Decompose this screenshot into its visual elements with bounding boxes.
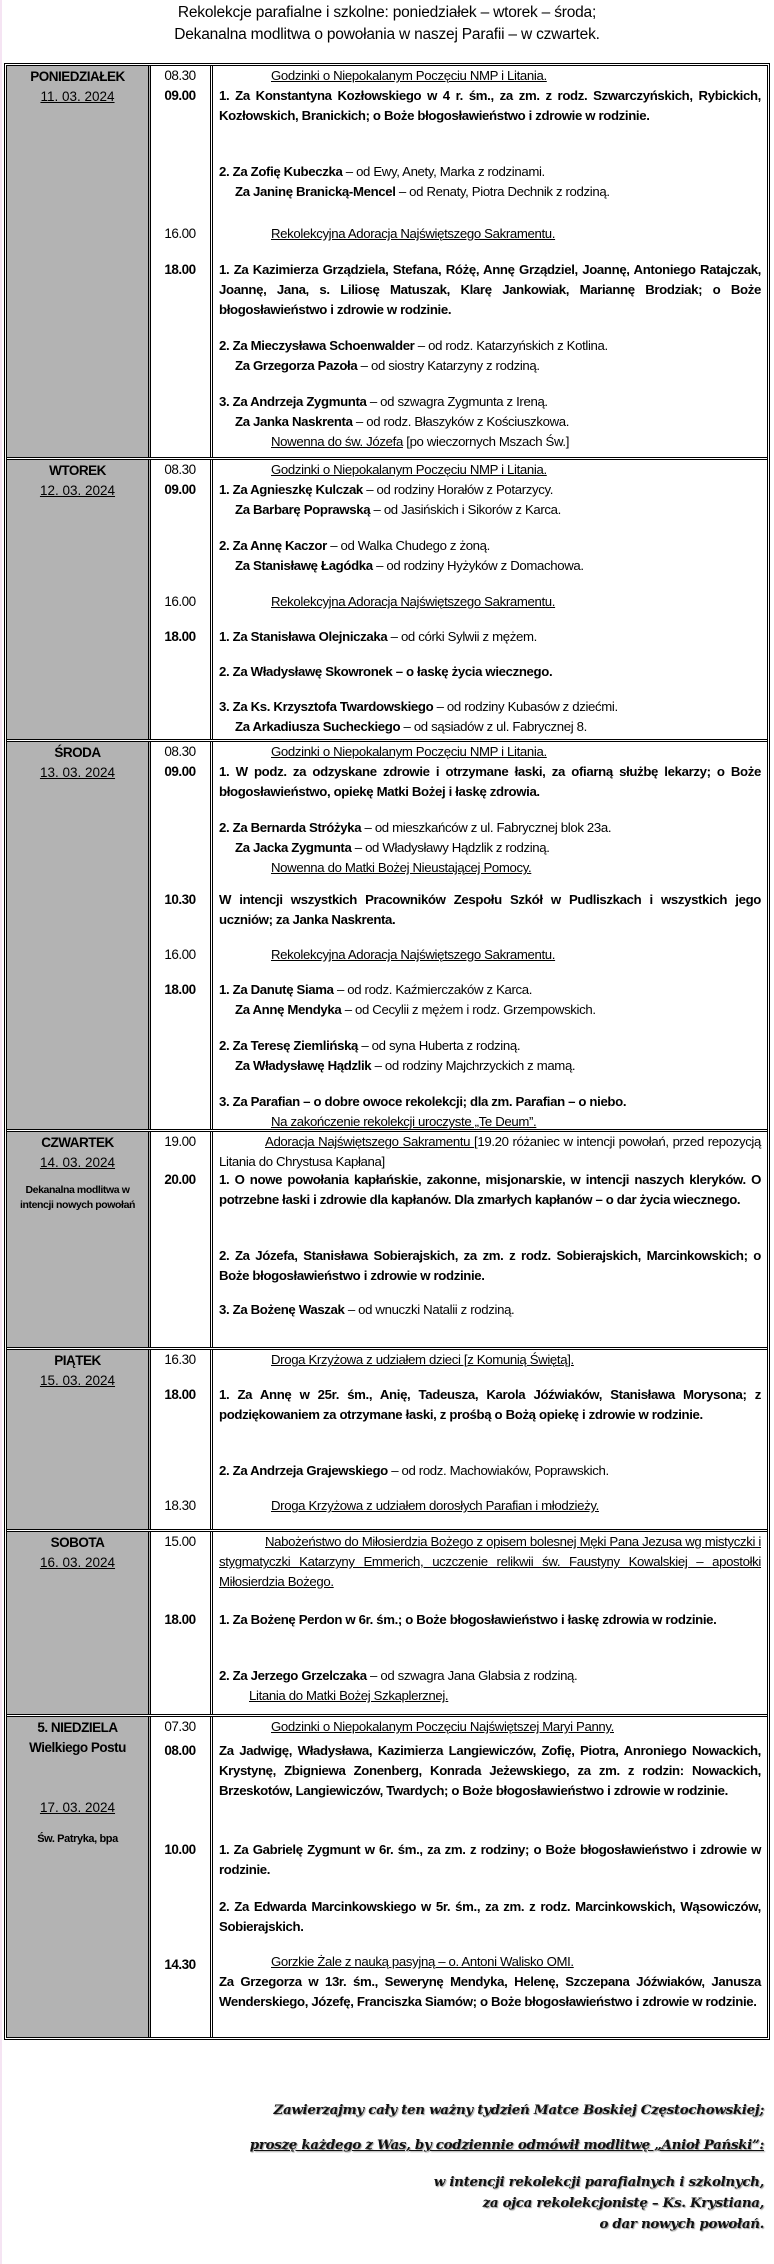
day-cell [7,1717,151,2037]
times-cell [151,1132,213,1347]
day-date: 12. 03. 2024 [39,483,116,498]
novena-note: Nowenna do Matki Bożej Nieustającej Pomocy. [271,860,532,875]
service-title: Rekolekcyjna Adoracja Najświętszego Sakramentu. [271,594,556,609]
service-title: Godzinki o Niepokalanym Poczęciu Najświętszej Maryi Panny. [271,1719,614,1734]
day-row-friday [7,1350,767,1532]
intention: 3. Za Ks. Krzysztofa Twardowskiego – od rodziny Kubasów z dziećmi. [219,699,618,714]
header-line-2: Dekanalna modlitwa o powołania w naszej Parafii – w czwartek. [174,26,600,43]
page-edge [0,0,2,2264]
mass-time: 07.30 [164,1719,196,1734]
intention: 3. Za Andrzeja Zygmunta – od szwagra Zygmunta z Ireną. [219,394,548,409]
day-date: 14. 03. 2024 [39,1155,116,1170]
footer-line-3: w intencji rekolekcji parafialnych i szkolnych, [433,2174,764,2190]
times-cell [151,1717,213,2037]
intentions-cell [213,66,767,457]
service-title: Rekolekcyjna Adoracja Najświętszego Sakramentu. [271,226,556,241]
day-row-saturday [7,1532,767,1717]
mass-time: 14.30 [164,1957,196,1972]
day-date: 11. 03. 2024 [40,89,115,104]
intention: 1. Za Danutę Siama – od rodz. Kaźmierczaków z Karca. [219,982,533,997]
footer-line-4: za ojca rekolekcjonistę – Ks. Krystiana, [482,2195,764,2211]
day-note: Św. Patryka, bpa [37,1833,118,1845]
novena-note: Nowenna do św. Józefa [po wieczornych Mszach Św.] [271,434,570,449]
day-cell [7,66,151,457]
day-cell [7,742,151,1129]
service-title: Godzinki o Niepokalanym Poczęciu NMP i Litania. [271,744,547,759]
intention: 2. Za Józefa, Stanisława Sobierajskich, za zm. z rodz. Sobierajskich, Marcinkowskich; o Boże błogosławieństwo i zdrowie w rodzinie. [219,1248,761,1283]
intention: Za Grzegorza Pazoła – od siostry Katarzyny z rodziną. [235,358,540,373]
day-note: Dekanalna modlitwa w intencji nowych powołań [19,1184,136,1211]
intention: Za Arkadiusza Sucheckiego – od sąsiadów z ul. Fabrycznej 8. [235,719,587,734]
mass-time: 08.30 [164,68,196,83]
intentions-cell [213,460,767,739]
intention: 1. W podz. za odzyskane zdrowie i otrzymane łaski, za ofiarną służbę lekarzy; o Boże błogosławieństwo, opiekę Matki Bożej i łaskę zdrowia. [219,764,761,799]
day-name: ŚRODA [54,745,101,760]
intention: 2. Za Edwarda Marcinkowskiego w 5r. śm., za zm. z rodz. Marcinkowskich, Wąsowiczów, Sobierajskich. [219,1899,761,1934]
day-date: 13. 03. 2024 [39,765,116,780]
litany-note: Litania do Matki Bożej Szkaplerznej. [249,1688,449,1703]
intention: 1. Za Annę w 25r. śm., Anię, Tadeusza, Karola Jóźwiaków, Stanisława Morysona; z podziękowaniem za otrzymane łaski, z prośbą o Bożą opiekę i zdrowie w rodzinie. [219,1387,761,1422]
times-cell [151,66,213,457]
intention: Za Grzegorza w 13r. śm., Sewerynę Mendyka, Helenę, Szczepana Jóźwiaków, Janusza Wenderskiego, Józefę, Franciszka Siamów; o Boże błogosławieństwo i zdrowie w rodzinie. [219,1974,761,2009]
mass-time: 08.30 [164,744,196,759]
intention: 1. O nowe powołania kapłańskie, zakonne, misjonarskie, w intencji naszych kleryków. O potrzebne łaski i zdrowie dla kapłanów. Dla zmarłych kapłanów – o dar życia wiecznego. [219,1172,761,1207]
footer-line-2: proszę każdego z Was, by codziennie odmówił modlitwę „Anioł Pański”: [249,2137,764,2153]
mass-time: 16.00 [164,226,196,241]
day-row-sunday [7,1717,767,2037]
mass-time: 18.00 [164,1387,196,1402]
intention: Za Władysławę Hądzlik – od rodziny Majchrzyckich z mamą. [235,1058,576,1073]
mass-time: 18.00 [164,262,196,277]
page-header [0,0,774,46]
day-name: WTOREK [49,463,106,478]
intention: 2. Za Jerzego Grzelczaka – od szwagra Jana Glabsia z rodziną. [219,1668,578,1683]
intention: 3. Za Bożenę Waszak – od wnuczki Natalii z rodziną. [219,1302,515,1317]
day-row-tuesday [7,460,767,742]
day-cell [7,1132,151,1347]
intention: W intencji wszystkich Pracowników Zespołu Szkół w Pudliszkach i wszystkich jego uczniów; za Janka Naskrenta. [219,892,761,927]
schedule-table [4,63,770,2040]
intention: 1. Za Konstantyna Kozłowskiego w 4 r. śm., za zm. z rodz. Szwarczyńskich, Rybickich, Kozłowskich, Branickich; o Boże błogosławieństwo i zdrowie w rodzinie. [219,88,761,123]
intention: Za Stanisławę Łagódka – od rodziny Hyżyków z Domachowa. [235,558,584,573]
mass-time: 16.00 [164,947,196,962]
adoration-note: Adoracja Najświętszego Sakramentu [19.20 różaniec w intencji powołań, przed repozycją Litania do Chrystusa Kapłana] [219,1134,761,1169]
intentions-cell [213,1132,767,1347]
intention: 2. Za Władysławę Skowronek – o łaskę życia wiecznego. [219,664,553,679]
intention: Za Barbarę Poprawską – od Jasińskich i Sikorów z Karca. [235,502,561,517]
intention: 2. Za Mieczysława Schoenwalder – od rodz. Katarzyńskich z Kotlina. [219,338,608,353]
intention: Za Jadwigę, Władysława, Kazimierza Langiewiczów, Zofię, Piotra, Anroniego Nowackich, Krystynę, Zbigniewa Zonenberg, Konrada Jeżewskiego, za zm. z rodzin: Nowackich, Brzeskotów, Langiewiczów, Twardych; o Boże błogosławieństwo i zdrowie w rodzinie. [219,1743,761,1798]
intentions-cell [213,1532,767,1714]
intention: 1. Za Agnieszkę Kulczak – od rodziny Horałów z Potarzycy. [219,482,554,497]
intention: 2. Za Annę Kaczor – od Walka Chudego z żoną. [219,538,490,553]
intention: Za Janka Naskrenta – od rodz. Błaszyków z Kościuszkowa. [235,414,570,429]
mass-time: 08.00 [164,1743,196,1758]
mass-time: 18.00 [164,1612,196,1627]
day-name: PIĄTEK [54,1353,101,1368]
mass-time: 18.00 [164,629,196,644]
mass-time: 18.00 [164,982,196,997]
intentions-cell [213,742,767,1129]
intention: 1. Za Bożenę Perdon w 6r. śm.; o Boże błogosławieństwo i łaskę zdrowia w rodzinie. [219,1612,717,1627]
service-title: Godzinki o Niepokalanym Poczęciu NMP i Litania. [271,462,547,477]
intention: 2. Za Zofię Kubeczka – od Ewy, Anety, Marka z rodzinami. [219,164,545,179]
day-row-thursday [7,1132,767,1350]
closing-note: Na zakończenie rekolekcji uroczyste „Te Deum”. [271,1114,537,1129]
day-date: 17. 03. 2024 [39,1800,116,1815]
day-name: CZWARTEK [41,1135,114,1150]
mass-time: 10.00 [164,1842,196,1857]
service-title: Gorzkie Żale z nauką pasyjną – o. Antoni Walisko OMI. [271,1954,574,1969]
day-row-monday [7,66,767,460]
mass-time: 09.00 [164,88,196,103]
intention: Za Jacka Zygmunta – od Władysławy Hądzlik z rodziną. [235,840,550,855]
footer-line-1: Zawierzajmy cały ten ważny tydzień Matce Boskiej Częstochowskiej; [273,2102,764,2118]
mass-time: 08.30 [164,462,196,477]
intention: 3. Za Parafian – o dobre owoce rekolekcji; dla zm. Parafian – o niebo. [219,1094,627,1109]
day-name: SOBOTA [50,1535,105,1550]
intention: Za Janinę Branicką-Mencel – od Renaty, Piotra Dechnik z rodziną. [235,184,610,199]
mass-time: 09.00 [164,764,196,779]
mass-time: 18.30 [164,1498,196,1513]
day-name-2: Wielkiego Postu [29,1740,126,1755]
day-cell [7,1532,151,1714]
service-title: Droga Krzyżowa z udziałem dzieci [z Komunią Świętą]. [271,1352,574,1367]
header-line-1: Rekolekcje parafialne i szkolne: poniedziałek – wtorek – środa; [177,4,597,21]
day-cell [7,460,151,739]
intention: 1. Za Kazimierza Grządziela, Stefana, Różę, Annę Grządziel, Joannę, Antoniego Ratajczak, Joannę, Jana, s. Liliosę Matuszak, Klarę Jankowiak, Mariannę Brodziak; o Boże błogosławieństwo i zdrowie w rodzinie. [219,262,761,317]
service-title: Droga Krzyżowa z udziałem dorosłych Parafian i młodzieży. [271,1498,599,1513]
day-row-wednesday [7,742,767,1132]
times-cell [151,1532,213,1714]
times-cell [151,742,213,1129]
service-title: Godzinki o Niepokalanym Poczęciu NMP i Litania. [271,68,547,83]
intention: 2. Za Andrzeja Grajewskiego – od rodz. Machowiaków, Poprawskich. [219,1463,609,1478]
intention: 2. Za Teresę Ziemlińską – od syna Huberta z rodziną. [219,1038,521,1053]
day-name: PONIEDZIAŁEK [30,69,125,84]
mass-time: 16.30 [164,1352,196,1367]
mass-time: 16.00 [164,594,196,609]
times-cell [151,1350,213,1529]
mass-time: 09.00 [164,482,196,497]
times-cell [151,460,213,739]
day-cell [7,1350,151,1529]
intentions-cell [213,1350,767,1529]
day-date: 15. 03. 2024 [39,1373,116,1388]
mass-time: 19.00 [164,1134,196,1149]
intentions-cell [213,1717,767,2037]
service-title: Rekolekcyjna Adoracja Najświętszego Sakramentu. [271,947,556,962]
day-name: 5. NIEDZIELA [37,1720,118,1735]
intention: 1. Za Stanisława Olejniczaka – od córki Sylwii z mężem. [219,629,537,644]
mass-time: 10.30 [164,892,196,907]
footer-line-5: o dar nowych powołań. [599,2216,764,2232]
intention: Za Annę Mendyka – od Cecylii z mężem i rodz. Grzempowskich. [235,1002,596,1017]
mass-time: 20.00 [164,1172,196,1187]
service-title: Nabożeństwo do Miłosierdzia Bożego z opisem bolesnej Męki Pana Jezusa wg mistyczki i stygmatyczki Katarzyny Emmerich, uczczenie relikwii św. Faustyny Kowalskiej – apostołki Miłosierdzia Bożego. [219,1534,761,1589]
intention: 1. Za Gabrielę Zygmunt w 6r. śm., za zm. z rodziny; o Boże błogosławieństwo i zdrowie w rodzinie. [219,1842,761,1877]
mass-time: 15.00 [164,1534,196,1549]
day-date: 16. 03. 2024 [39,1555,116,1570]
intention: 2. Za Bernarda Stróżyka – od mieszkańców z ul. Fabrycznej blok 23a. [219,820,612,835]
